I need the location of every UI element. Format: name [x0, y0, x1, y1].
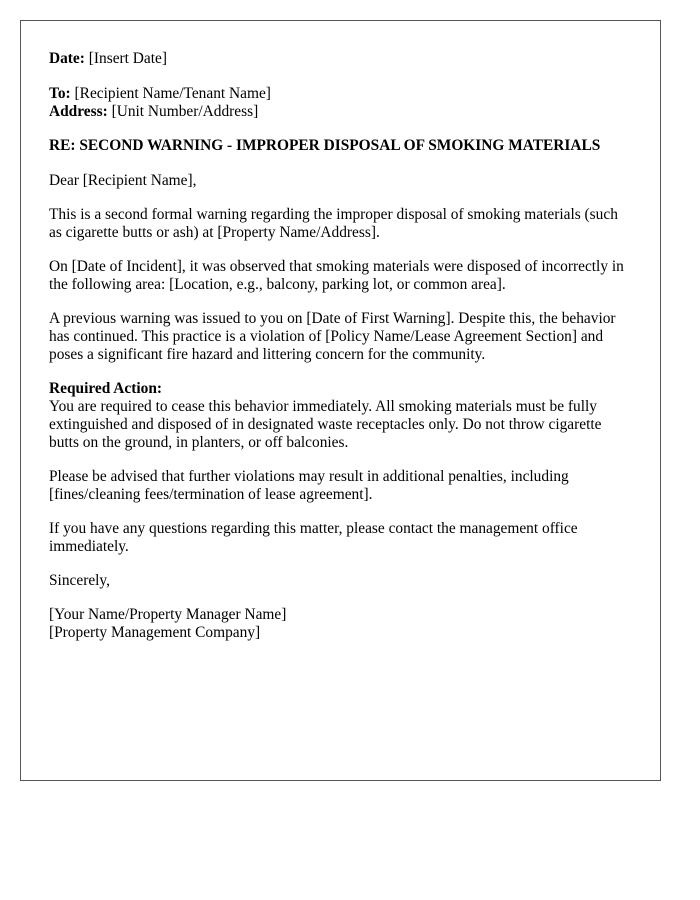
- closing: Sincerely,: [49, 572, 110, 589]
- paragraph-penalties: Please be advised that further violations may result in additional penalties, including [fines/cleaning fees/termination of lease agreement].: [49, 468, 569, 503]
- signature-block: [49, 606, 632, 642]
- date-value: [Insert Date]: [88, 50, 167, 67]
- required-action-label: Required Action:: [49, 380, 163, 397]
- address-label: Address:: [49, 103, 108, 120]
- salutation: Dear [Recipient Name],: [49, 172, 197, 189]
- date-label: Date:: [49, 50, 85, 67]
- to-label: To:: [49, 85, 71, 102]
- warning-letter: [20, 20, 661, 781]
- address-value: [Unit Number/Address]: [111, 103, 259, 120]
- to-line: [49, 85, 632, 103]
- to-value: [Recipient Name/Tenant Name]: [74, 85, 271, 102]
- date-line: [49, 50, 632, 68]
- subject-line: RE: SECOND WARNING - IMPROPER DISPOSAL OF SMOKING MATERIALS: [49, 137, 601, 154]
- signature-company: [Property Management Company]: [49, 624, 261, 641]
- paragraph-contact: If you have any questions regarding this matter, please contact the management office immediately.: [49, 520, 578, 555]
- paragraph-previous-warning: A previous warning was issued to you on [Date of First Warning]. Despite this, the behavior has continued. This practice is a violation of [Policy Name/Lease Agreement Section] and poses a significant fire hazard and littering concern for the community.: [49, 310, 616, 363]
- paragraph-incident: On [Date of Incident], it was observed that smoking materials were disposed of incorrectly in the following area: [Location, e.g., balcony, parking lot, or common area].: [49, 258, 624, 293]
- required-action-block: [49, 380, 632, 452]
- signature-name: [Your Name/Property Manager Name]: [49, 606, 287, 623]
- address-line: [49, 103, 632, 121]
- required-action-text: You are required to cease this behavior immediately. All smoking materials must be fully extinguished and disposed of in designated waste receptacles only. Do not throw cigarette butts on the ground, in planters, or off balconies.: [49, 398, 602, 451]
- recipient-block: [49, 85, 632, 121]
- paragraph-intro: This is a second formal warning regarding the improper disposal of smoking materials (such as cigarette butts or ash) at [Property Name/Address].: [49, 206, 618, 241]
